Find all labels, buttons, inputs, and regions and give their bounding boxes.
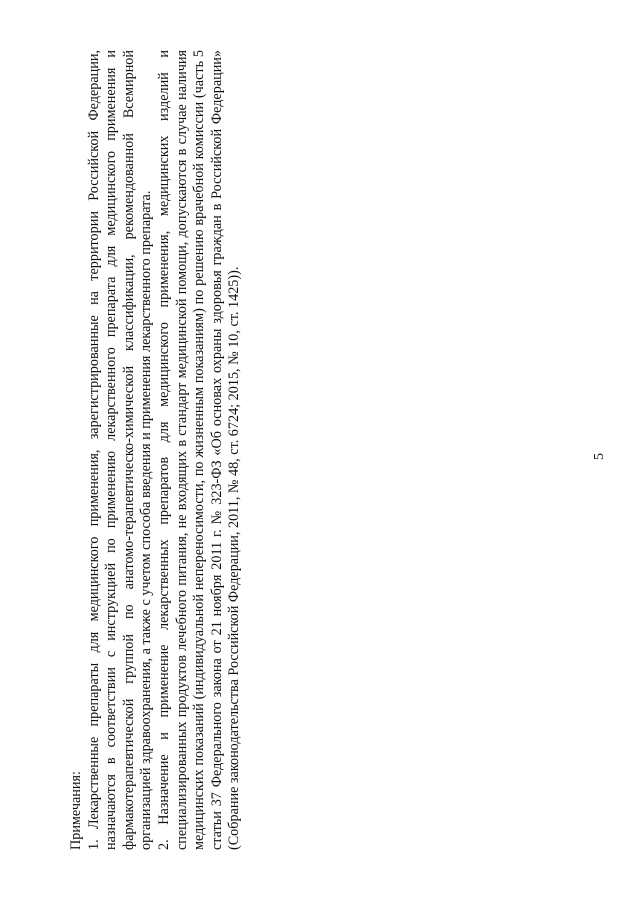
- rotated-page-content: [60, 20, 630, 880]
- page-number: 5: [592, 453, 607, 460]
- notes-heading: Примечания:: [68, 771, 84, 850]
- note-item-2: 2. Назначение и применение лекарственных препаратов для медицинского применения, медицинских изделий и специализированных продуктов лечебного питания, не входящих в стандарт медицинской помощи, допускаются в случае наличия медицинских показаний (индивидуальной непереносимости, по жизненным показаниям) по решению врачебной комиссии (часть 5 статьи 37 Федерального закона от 21 ноября 2011 г. № 323-ФЗ «Об основах охраны здоровья граждан в Российской Федерации» (Собрание законодательства Российской Федерации, 2011, № 48, ст. 6724; 2015, № 10, ст. 1425)).: [155, 50, 243, 850]
- notes-section: [68, 50, 244, 850]
- note-item-1: 1. Лекарственные препараты для медицинского применения, зарегистрированные на территории Российской Федерации, назначаются в соответствии с инструкцией по применению лекарственного препарата для медицинского применения и фармакотерапевтической группой по анатомо-терапевтическо-химической классификации, рекомендованной Всемирной организацией здравоохранения, а также с учетом способа введения и применения лекарственного препарата.: [85, 50, 155, 850]
